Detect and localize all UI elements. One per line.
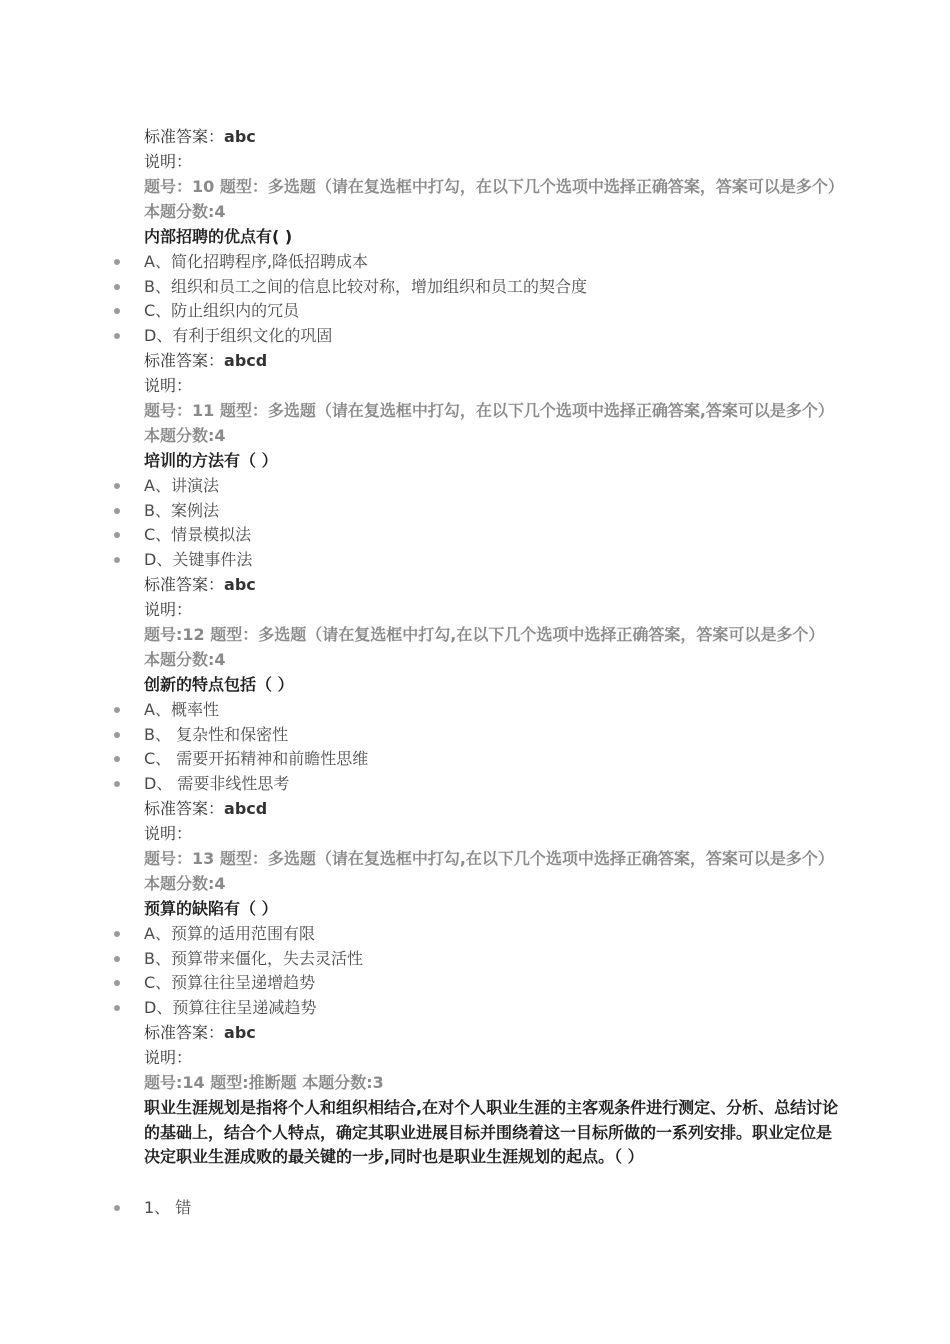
question-text: 预算的缺陷有（ ） (144, 899, 278, 918)
answer-value: abc (224, 575, 256, 594)
option-text: B、 复杂性和保密性 (144, 725, 289, 744)
answer-label: 标准答案： (144, 799, 225, 818)
answer-value: abcd (224, 351, 268, 370)
option-item (144, 324, 840, 349)
option-item (144, 523, 840, 548)
bullet-icon (114, 308, 120, 314)
option-item (144, 1196, 840, 1221)
bullet-icon (114, 284, 120, 290)
option-item (144, 996, 840, 1021)
answer-line (144, 573, 840, 598)
answer-label: 标准答案： (144, 1023, 225, 1042)
option-text: D、有利于组织文化的巩固 (144, 326, 333, 345)
option-item (144, 723, 840, 748)
option-item (144, 548, 840, 573)
option-text: A、预算的适用范围有限 (144, 924, 315, 943)
answer-label: 标准答案： (144, 127, 225, 146)
question-meta: 题号：13 题型：多选题（请在复选框中打勾,在以下几个选项中选择正确答案，答案可以是多个）本题分数:4 (144, 849, 834, 893)
option-text: A、概率性 (144, 700, 219, 719)
bullet-icon (114, 732, 120, 738)
answer-value: abc (224, 1023, 256, 1042)
option-item (144, 250, 840, 275)
option-text: B、案例法 (144, 501, 219, 520)
answer-label: 标准答案： (144, 351, 225, 370)
option-text: 1、 错 (144, 1198, 192, 1217)
note-label: 说明： (144, 824, 193, 843)
answer-value: abcd (224, 799, 268, 818)
option-text: C、 需要开拓精神和前瞻性思维 (144, 749, 369, 768)
bullet-icon (114, 259, 120, 265)
option-text: B、预算带来僵化，失去灵活性 (144, 949, 363, 968)
bullet-icon (114, 756, 120, 762)
option-item (144, 947, 840, 972)
answer-line (144, 797, 840, 822)
answer-line (144, 125, 840, 150)
option-text: B、组织和员工之间的信息比较对称，增加组织和员工的契合度 (144, 277, 587, 296)
option-text: C、情景模拟法 (144, 525, 252, 544)
option-text: A、简化招聘程序,降低招聘成本 (144, 252, 369, 271)
question-meta: 题号：10 题型：多选题（请在复选框中打勾，在以下几个选项中选择正确答案，答案可以是多个）本题分数:4 (144, 177, 836, 221)
note-label: 说明： (144, 1048, 193, 1067)
question-meta: 题号：11 题型：多选题（请在复选框中打勾，在以下几个选项中选择正确答案,答案可以是多个） 本题分数:4 (144, 401, 834, 445)
question-text: 培训的方法有（ ） (144, 451, 278, 470)
question-text: 创新的特点包括（ ） (144, 675, 294, 694)
bullet-icon (114, 956, 120, 962)
bullet-icon (114, 532, 120, 538)
option-item (144, 772, 840, 797)
option-item (144, 299, 840, 324)
bullet-icon (114, 557, 120, 563)
bullet-icon (114, 508, 120, 514)
answer-label: 标准答案： (144, 575, 225, 594)
answer-line (144, 349, 840, 374)
option-text: D、预算往往呈递减趋势 (144, 998, 317, 1017)
option-item (144, 499, 840, 524)
bullet-icon (114, 1205, 120, 1211)
question-text: 内部招聘的优点有( ) (144, 227, 293, 246)
option-text: A、讲演法 (144, 476, 219, 495)
bullet-icon (114, 980, 120, 986)
option-item (144, 474, 840, 499)
bullet-icon (114, 1005, 120, 1011)
option-item (144, 971, 840, 996)
bullet-icon (114, 931, 120, 937)
question-meta: 题号:14 题型:推断题 本题分数:3 (144, 1073, 384, 1092)
bullet-icon (114, 483, 120, 489)
option-item (144, 747, 840, 772)
answer-line (144, 1021, 840, 1046)
option-text: C、预算往往呈递增趋势 (144, 973, 316, 992)
bullet-icon (114, 707, 120, 713)
option-text: C、防止组织内的冗员 (144, 301, 300, 320)
bullet-icon (114, 781, 120, 787)
option-item (144, 275, 840, 300)
answer-value: abc (224, 127, 256, 146)
option-item (144, 698, 840, 723)
question-meta: 题号:12 题型：多选题（请在复选框中打勾,在以下几个选项中选择正确答案，答案可以是多个） 本题分数:4 (144, 625, 825, 669)
note-label: 说明： (144, 152, 193, 171)
note-label: 说明： (144, 600, 193, 619)
option-text: D、关键事件法 (144, 550, 253, 569)
bullet-icon (114, 333, 120, 339)
note-label: 说明： (144, 376, 193, 395)
option-text: D、 需要非线性思考 (144, 774, 290, 793)
option-item (144, 922, 840, 947)
question-text: 职业生涯规划是指将个人和组织相结合,在对个人职业生涯的主客观条件进行测定、分析、总结讨论的基础上，结合个人特点，确定其职业进展目标并围绕着这一目标所做的一系列安排。职业定位是决定职业生涯成败的最关键的一步,同时也是职业生涯规划的起点。（ ） (144, 1098, 839, 1166)
